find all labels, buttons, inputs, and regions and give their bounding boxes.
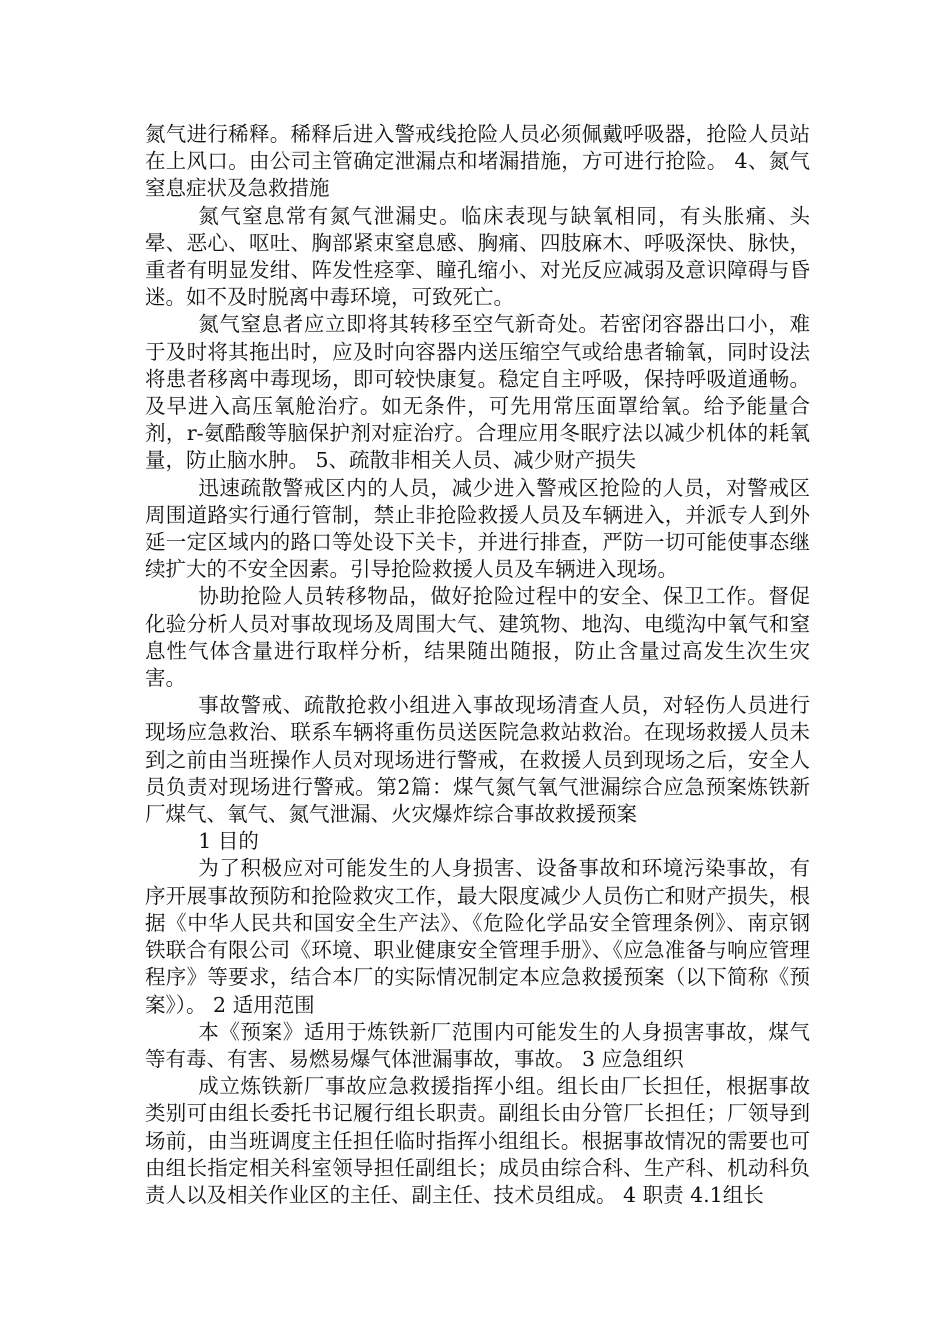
paragraph-6: 事故警戒、疏散抢救小组进入事故现场清查人员，对轻伤人员进行现场应急救治、联系车辆将重伤员送医院急救站救治。在现场救援人员未到之前由当班操作人员对现场进行警戒，在救援人员到现场之后，安全人员负责对现场进行警戒。第2篇：煤气氮气氧气泄漏综合应急预案炼铁新厂煤气、氧气、氮气泄漏、火灾爆炸综合事故救援预案 [145, 693, 810, 827]
paragraph-2: 氮气窒息常有氮气泄漏史。临床表现与缺氧相同，有头胀痛、头晕、恶心、呕吐、胸部紧束窒息感、胸痛、四肢麻木、呼吸深快、脉快，重者有明显发绀、阵发性痉挛、瞳孔缩小、对光反应减弱及意识障碍与昏迷。如不及时脱离中毒环境，可致死亡。 [145, 203, 810, 310]
paragraph-5: 协助抢险人员转移物品，做好抢险过程中的安全、保卫工作。督促化验分析人员对事故现场及周围大气、建筑物、地沟、电缆沟中氧气和窒息性气体含量进行取样分析，结果随出随报，防止含量过高发生次生灾害。 [145, 584, 810, 691]
paragraph-8: 本《预案》适用于炼铁新厂范围内可能发生的人身损害事故，煤气等有毒、有害、易燃易爆气体泄漏事故，事故。 3 应急组织 [145, 1019, 810, 1071]
section-heading-purpose: 1 目的 [198, 829, 259, 854]
paragraph-1: 氮气进行稀释。稀释后进入警戒线抢险人员必须佩戴呼吸器，抢险人员站在上风口。由公司主管确定泄漏点和堵漏措施，方可进行抢险。 4、氮气窒息症状及急救措施 [145, 122, 810, 201]
paragraph-9: 成立炼铁新厂事故应急救援指挥小组。组长由厂长担任，根据事故类别可由组长委托书记履行组长职责。副组长由分管厂长担任；厂领导到场前，由当班调度主任担任临时指挥小组组长。根据事故情况的需要也可由组长指定相关科室领导担任副组长；成员由综合科、生产科、机动科负责人以及相关作业区的主任、副主任、技术员组成。 4 职责 4.1组长 [145, 1074, 810, 1207]
paragraph-7: 为了积极应对可能发生的人身损害、设备事故和环境污染事故，有序开展事故预防和抢险救灾工作，最大限度减少人员伤亡和财产损失，根据《中华人民共和国安全生产法》、《危险化学品安全管理条例》、南京钢铁联合有限公司《环境、职业健康安全管理手册》、《应急准备与响应管理程序》等要求，结合本厂的实际情况制定本应急救援预案（以下简称《预案》）。 2 适用范围 [145, 856, 810, 1017]
document-body [145, 121, 810, 1209]
paragraph-3: 氮气窒息者应立即将其转移至空气新奇处。若密闭容器出口小，难于及时将其拖出时，应及时向容器内送压缩空气或给患者输氧，同时设法将患者移离中毒现场，即可较快康复。稳定自主呼吸，保持呼吸道通畅。及早进入高压氧舱治疗。如无条件，可先用常压面罩给氧。给予能量合剂，r-氨酷酸等脑保护剂对症治疗。合理应用冬眠疗法以减少机体的耗氧量，防止脑水肿。 5、疏散非相关人员、减少财产损失 [145, 312, 810, 473]
paragraph-4: 迅速疏散警戒区内的人员，减少进入警戒区抢险的人员，对警戒区周围道路实行通行管制，禁止非抢险救援人员及车辆进入，并派专人到外延一定区域内的路口等处设下关卡，并进行排查，严防一切可能使事态继续扩大的不安全因素。引导抢险救援人员及车辆进入现场。 [145, 475, 810, 582]
